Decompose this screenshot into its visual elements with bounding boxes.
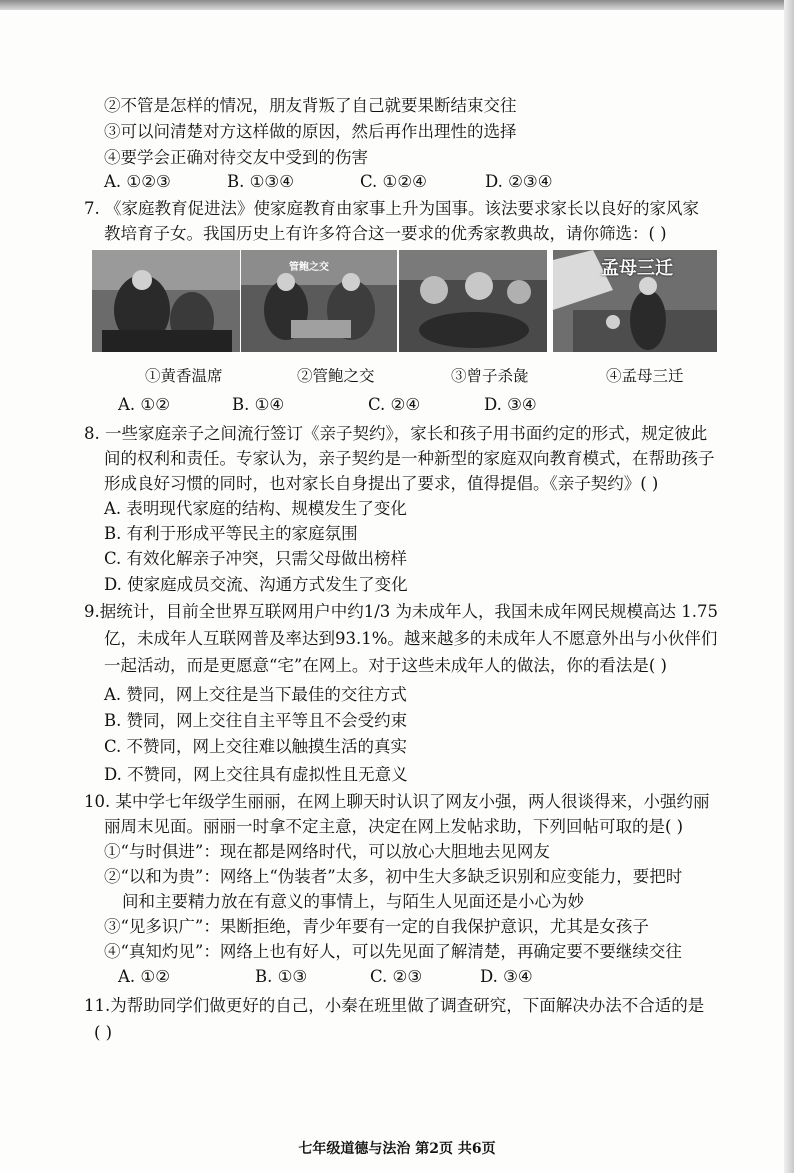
page-footer: 七年级道德与法治 第2页 共6页 <box>298 1141 496 1157</box>
q10-choices <box>118 967 618 989</box>
picture-huangxiang-warming-bed <box>92 250 240 352</box>
q10-stem-line1: 10. 某中学七年级学生丽丽，在网上聊天时认识了网友小强，两人很谈得来，小强约丽 <box>84 792 710 811</box>
q10-choice-b: B. ①③ <box>255 967 308 986</box>
picture-caption-1: ①黄香温席 <box>145 367 223 385</box>
q8-stem-line1: 8. 一些家庭亲子之间流行签订《亲子契约》，家长和孩子用书面约定的形式，规定彼此 <box>84 424 708 443</box>
q10-choice-d: D. ③④ <box>480 967 533 986</box>
picture-caption-2: ②管鲍之交 <box>297 367 375 385</box>
picture-caption-3: ③曾子杀彘 <box>451 367 529 385</box>
q9-option-d: D. 不赞同，网上交往具有虚拟性且无意义 <box>104 765 408 784</box>
q10-stem-line2: 丽周末见面。丽丽一时拿不定主意，决定在网上发帖求助，下列回帖可取的是( ) <box>104 817 684 836</box>
q10-option-1: ①“与时俱进”：现在都是网络时代，可以放心大胆地去见网友 <box>104 842 550 861</box>
q9-stem-line3: 一起活动，而是更愿意“宅”在网上。对于这些未成年人的做法，你的看法是( ) <box>104 656 667 675</box>
q6-choice-a: A. ①②③ <box>104 172 171 191</box>
q7-choice-c: C. ②④ <box>368 395 421 414</box>
q6-choice-d: D. ②③④ <box>485 172 553 191</box>
q10-choice-c: C. ②③ <box>370 967 423 986</box>
q10-option-2-line1: ②“以和为贵”：网络上“伪装者”太多，初中生大多缺乏识别和应变能力，要把时 <box>104 867 683 886</box>
q8-option-c: C. 有效化解亲子冲突，只需父母做出榜样 <box>104 549 408 568</box>
q9-stem-line2: 亿，未成年人互联网普及率达到93.1%。越来越多的未成年人不愿意外出与小伙伴们 <box>104 629 718 648</box>
q7-choice-a: A. ①② <box>118 395 170 414</box>
scan-top-edge <box>0 0 794 10</box>
picture-guanbao-friendship <box>241 250 397 352</box>
picture-caption-4: ④孟母三迁 <box>606 367 684 385</box>
q10-choice-a: A. ①② <box>118 967 170 986</box>
q11-stem-line2: ( ) <box>94 1023 113 1042</box>
picture-mencius-mother-moves <box>553 250 717 352</box>
q10-option-3: ③“见多识广”：果断拒绝，青少年要有一定的自我保护意识，尤其是女孩子 <box>104 917 649 936</box>
q7-stem-line2: 教培育子女。我国历史上有许多符合这一要求的优秀家教典故，请你筛选：( ) <box>104 224 667 243</box>
q6-choice-c: C. ①②④ <box>360 172 427 191</box>
q8-stem-line3: 形成良好习惯的同时，也对家长自身提出了要求，值得提倡。《亲子契约》( ) <box>104 474 659 493</box>
scan-right-edge <box>784 0 794 1173</box>
q7-stem-line1: 7. 《家庭教育促进法》使家庭教育由家事上升为国事。该法要求家长以良好的家风家 <box>84 199 699 218</box>
q6-choice-b: B. ①③④ <box>227 172 294 191</box>
picture-2-title: 管鲍之交 <box>289 262 329 273</box>
q9-option-b: B. 赞同，网上交往自主平等且不会受约束 <box>104 711 408 730</box>
q8-stem-line2: 间的权利和责任。专家认为，亲子契约是一种新型的家庭双向教育模式，在帮助孩子 <box>104 449 715 468</box>
q7-choices <box>118 395 618 417</box>
q10-option-2-line2: 间和主要精力放在有意义的事情上，与陌生人见面还是小心为妙 <box>122 892 584 911</box>
q10-option-4: ④“真知灼见”：网络上也有好人，可以先见面了解清楚，再确定要不要继续交往 <box>104 942 682 961</box>
q6-choices <box>104 172 704 194</box>
q8-option-d: D. 使家庭成员交流、沟通方式发生了变化 <box>104 575 408 594</box>
q7-choice-d: D. ③④ <box>484 395 537 414</box>
picture-4-title: 孟母三迁 <box>601 258 673 279</box>
q6-option-4: ④要学会正确对待交友中受到的伤害 <box>104 148 368 167</box>
q8-option-a: A. 表明现代家庭的结构、规模发生了变化 <box>104 499 407 518</box>
q6-option-2: ②不管是怎样的情况，朋友背叛了自己就要果断结束交往 <box>104 96 517 115</box>
q6-option-3: ③可以问清楚对方这样做的原因，然后再作出理性的选择 <box>104 122 517 141</box>
picture-zengzi-killing-pig <box>399 250 547 352</box>
q11-stem-line1: 11.为帮助同学们做更好的自己，小秦在班里做了调查研究，下面解决办法不合适的是 <box>84 996 705 1015</box>
q9-stem-line1: 9.据统计，目前全世界互联网用户中约1/3 为未成年人，我国未成年网民规模高达 1.75 <box>84 602 719 621</box>
q9-option-c: C. 不赞同，网上交往难以触摸生活的真实 <box>104 737 408 756</box>
q8-option-b: B. 有利于形成平等民主的家庭氛围 <box>104 524 358 543</box>
q9-option-a: A. 赞同，网上交往是当下最佳的交往方式 <box>104 685 407 704</box>
q7-choice-b: B. ①④ <box>232 395 285 414</box>
